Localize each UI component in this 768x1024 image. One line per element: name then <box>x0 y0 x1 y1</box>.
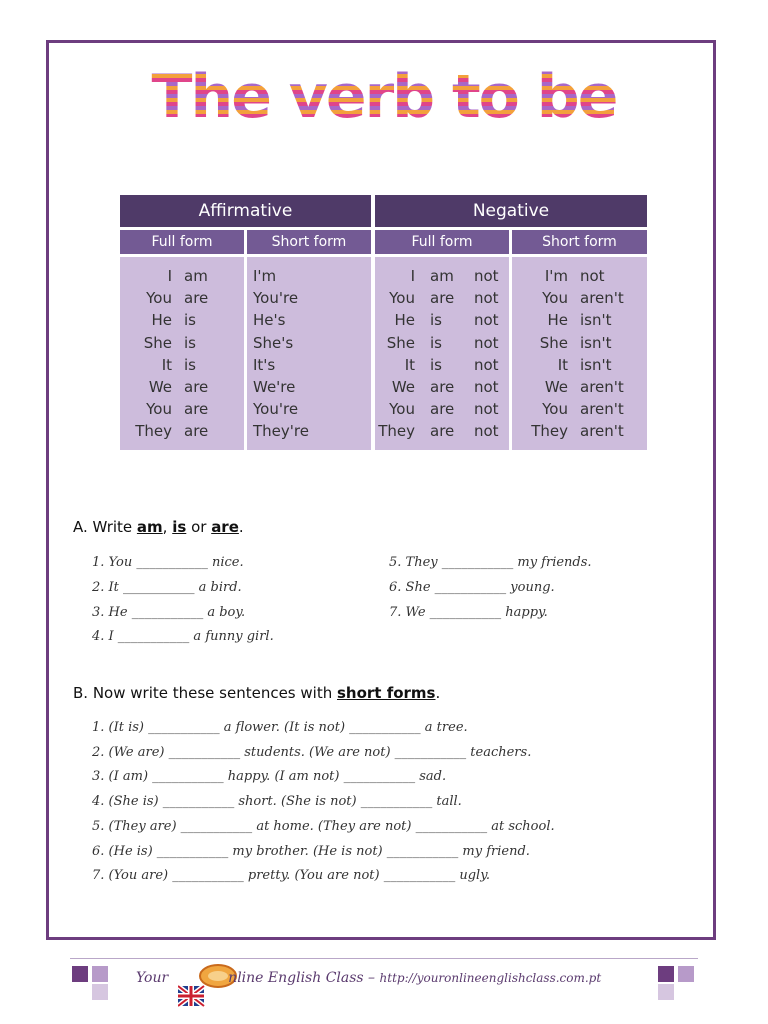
exercise-a-item[interactable]: 4. I ___________ a funny girl. <box>92 629 274 644</box>
exercise-a-item[interactable]: 6. She ___________ young. <box>389 580 555 595</box>
neg-short-verb: aren't <box>580 422 624 441</box>
neg-not: not <box>474 378 499 396</box>
neg-short-pronoun: You <box>542 289 568 308</box>
neg-short-verb: aren't <box>580 400 624 419</box>
footer-rest: nline English Class – <box>228 970 380 986</box>
exercise-b-item[interactable]: 4. (She is) ___________ short. (She is not) ___________ tall. <box>92 794 462 809</box>
section-a-title <box>73 518 244 536</box>
aff-verb: are <box>184 289 209 308</box>
neg-verb: are <box>430 400 455 419</box>
aff-verb: are <box>184 378 209 396</box>
exercise-b-item[interactable]: 1. (It is) ___________ a flower. (It is not) ___________ a tree. <box>92 720 468 735</box>
neg-not: not <box>474 400 499 419</box>
exercise-a-item[interactable]: 7. We ___________ happy. <box>389 605 548 620</box>
aff-pronoun: I <box>167 267 172 285</box>
neg-pronoun: He <box>394 311 415 330</box>
header-negative: Negative <box>375 195 647 227</box>
neg-verb: are <box>430 289 455 308</box>
decor-square <box>72 966 88 982</box>
word-am: am <box>136 518 163 536</box>
neg-short-verb: not <box>580 267 605 285</box>
page-title <box>0 62 768 132</box>
header-affirmative: Affirmative <box>120 195 371 227</box>
neg-short-pronoun: He <box>547 311 568 330</box>
neg-pronoun: She <box>386 333 415 352</box>
section-b-title <box>73 684 440 702</box>
subheader-aff-short: Short form <box>247 230 371 254</box>
decor-square <box>658 966 674 982</box>
aff-verb: are <box>184 400 209 419</box>
aff-pronoun: You <box>146 289 172 308</box>
neg-pronoun: It <box>404 355 415 374</box>
neg-not: not <box>474 311 499 330</box>
neg-short-verb: isn't <box>580 355 612 374</box>
neg-pronoun: They <box>378 422 415 441</box>
neg-not: not <box>474 355 499 374</box>
neg-short-verb: isn't <box>580 333 612 352</box>
neg-pronoun: You <box>389 289 415 308</box>
decor-square <box>658 984 674 1000</box>
exercise-a-item[interactable]: 2. It ___________ a bird. <box>92 580 242 595</box>
neg-verb: are <box>430 378 455 396</box>
neg-short-pronoun: I'm <box>544 267 568 285</box>
aff-pronoun: He <box>151 311 172 330</box>
section-b-suffix: . <box>435 684 441 702</box>
aff-short: She's <box>253 333 294 352</box>
page-title-text: The verb to be <box>151 62 617 132</box>
neg-short-pronoun: She <box>539 333 568 352</box>
section-a-prefix: A. Write <box>73 518 137 536</box>
title-container <box>0 62 768 142</box>
aff-pronoun: We <box>148 378 172 396</box>
aff-short: He's <box>253 311 286 330</box>
aff-short: You're <box>253 289 299 308</box>
aff-verb: are <box>184 422 209 441</box>
exercise-b-item[interactable]: 7. (You are) ___________ pretty. (You are not) ___________ ugly. <box>92 868 490 883</box>
neg-short-verb: aren't <box>580 289 624 308</box>
subheader-neg-short: Short form <box>512 230 647 254</box>
neg-pronoun: We <box>391 378 415 396</box>
decor-square <box>92 984 108 1000</box>
neg-verb: is <box>430 333 442 352</box>
neg-pronoun: You <box>389 400 415 419</box>
word-is: is <box>172 518 187 536</box>
aff-verb: is <box>184 333 196 352</box>
exercise-b-item[interactable]: 3. (I am) ___________ happy. (I am not) ___________ sad. <box>92 769 447 784</box>
footer-text <box>136 970 601 986</box>
decor-square <box>678 966 694 982</box>
neg-pronoun: I <box>410 267 415 285</box>
subheader-aff-full: Full form <box>120 230 244 254</box>
aff-pronoun: You <box>146 400 172 419</box>
aff-short: They're <box>253 422 309 441</box>
exercise-b-item[interactable]: 2. (We are) ___________ students. (We are not) ___________ teachers. <box>92 745 532 760</box>
exercise-b-item[interactable]: 6. (He is) ___________ my brother. (He is not) ___________ my friend. <box>92 844 530 859</box>
decor-square <box>92 966 108 982</box>
section-b-prefix: B. Now write these sentences with <box>73 684 337 702</box>
exercise-b-item[interactable]: 5. (They are) ___________ at home. (They are not) ___________ at school. <box>92 819 555 834</box>
aff-short: We're <box>253 378 296 396</box>
aff-verb: is <box>184 311 196 330</box>
footer-your: Your <box>136 970 169 986</box>
neg-verb: is <box>430 355 442 374</box>
section-a-sep1: , <box>162 518 173 536</box>
neg-not: not <box>474 267 499 285</box>
neg-not: not <box>474 289 499 308</box>
word-short-forms: short forms <box>337 684 436 702</box>
neg-short-verb: isn't <box>580 311 612 330</box>
aff-pronoun: It <box>161 355 172 374</box>
exercise-a-item[interactable]: 1. You ___________ nice. <box>92 555 244 570</box>
section-a-suffix: . <box>238 518 244 536</box>
footer-divider <box>70 958 698 959</box>
aff-pronoun: She <box>143 333 172 352</box>
aff-short: It's <box>253 355 276 374</box>
neg-short-verb: aren't <box>580 378 624 396</box>
neg-not: not <box>474 333 499 352</box>
exercise-a-item[interactable]: 3. He ___________ a boy. <box>92 605 246 620</box>
section-a-sep2: or <box>186 518 212 536</box>
neg-short-pronoun: We <box>544 378 568 396</box>
subheader-neg-full: Full form <box>375 230 509 254</box>
neg-verb: am <box>430 267 454 285</box>
neg-verb: is <box>430 311 442 330</box>
neg-short-pronoun: You <box>542 400 568 419</box>
aff-verb: am <box>184 267 208 285</box>
neg-verb: are <box>430 422 455 441</box>
footer-url[interactable]: http://youronlineenglishclass.com.pt <box>379 971 602 985</box>
word-are: are <box>211 518 239 536</box>
neg-not: not <box>474 422 499 441</box>
aff-short: You're <box>253 400 299 419</box>
exercise-a-item[interactable]: 5. They ___________ my friends. <box>389 555 592 570</box>
aff-short: I'm <box>253 267 277 285</box>
aff-verb: is <box>184 355 196 374</box>
neg-short-pronoun: They <box>531 422 568 441</box>
neg-short-pronoun: It <box>557 355 568 374</box>
aff-pronoun: They <box>135 422 172 441</box>
